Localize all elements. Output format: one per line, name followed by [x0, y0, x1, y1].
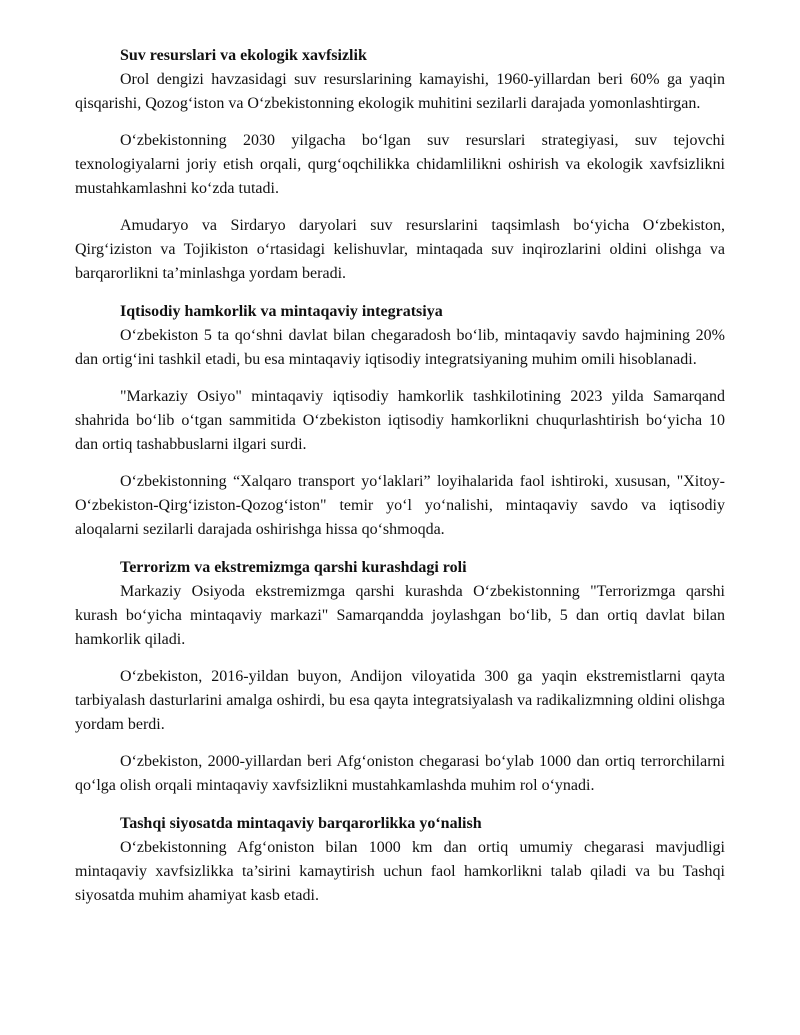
- paragraph: O‘zbekiston 5 ta qo‘shni davlat bilan chegaradosh bo‘lib, mintaqaviy savdo hajmining 20% dan ortig‘ini tashkil etadi, bu esa mintaqaviy iqtisodiy integratsiyaning muhim omili hisoblanadi.: [75, 327, 725, 368]
- paragraph: Orol dengizi havzasidagi suv resurslarining kamayishi, 1960-yillardan beri 60% ga yaqin qisqarishi, Qozog‘iston va O‘zbekistonning ekologik muhitini sezilarli darajada yomonlashtirgan.: [75, 71, 725, 112]
- paragraph: O‘zbekistonning Afg‘oniston bilan 1000 km dan ortiq umumiy chegarasi mavjudligi mintaqaviy xavfsizlikka ta’sirini kamaytirish uchun faol hamkorlikni talab qiladi va bu Tashqi siyosatda muhim ahamiyat kasb etadi.: [75, 839, 725, 904]
- section-heading-water: Suv resurslari va ekologik xavfsizlik: [120, 47, 367, 64]
- section-heading-economy: Iqtisodiy hamkorlik va mintaqaviy integratsiya: [120, 303, 443, 320]
- paragraph: "Markaziy Osiyo" mintaqaviy iqtisodiy hamkorlik tashkilotining 2023 yilda Samarqand shahrida bo‘lib o‘tgan sammitida O‘zbekiston iqtisodiy hamkorlikni chuqurlashtirish bo‘yicha 10 dan ortiq tashabbuslarni ilgari surdi.: [75, 388, 725, 453]
- paragraph: Markaziy Osiyoda ekstremizmga qarshi kurashda O‘zbekistonning "Terrorizmga qarshi kurash bo‘yicha mintaqaviy markazi" Samarqandda joylashgan bo‘lib, 5 dan ortiq davlat bilan hamkorlik qiladi.: [75, 583, 725, 648]
- paragraph: O‘zbekistonning 2030 yilgacha bo‘lgan suv resurslari strategiyasi, suv tejovchi texnologiyalarni joriy etish orqali, qurg‘oqchilikka chidamlilikni oshirish va ekologik xavfsizlikni mustahkamlashni ko‘zda tutadi.: [75, 132, 725, 197]
- paragraph: O‘zbekiston, 2000-yillardan beri Afg‘oniston chegarasi bo‘ylab 1000 dan ortiq terrorchilarni qo‘lga olish orqali mintaqaviy xavfsizlikni mustahkamlashda muhim rol o‘ynadi.: [75, 753, 725, 794]
- paragraph: O‘zbekistonning “Xalqaro transport yo‘laklari” loyihalarida faol ishtiroki, xususan, "Xitoy-O‘zbekiston-Qirg‘iziston-Qozog‘iston" temir yo‘l yo‘nalishi, mintaqaviy savdo va iqtisodiy aloqalarni sezilarli darajada oshirishga hissa qo‘shmoqda.: [75, 473, 725, 538]
- paragraph: Amudaryo va Sirdaryo daryolari suv resurslarini taqsimlash bo‘yicha O‘zbekiston, Qirg‘iziston va Tojikiston o‘rtasidagi kelishuvlar, mintaqada suv inqirozlarini oldini olishga va barqarorlikni ta’minlashga yordam beradi.: [75, 217, 725, 282]
- section-heading-terrorism: Terrorizm va ekstremizmga qarshi kurashdagi roli: [120, 559, 467, 576]
- section-heading-foreign-policy: Tashqi siyosatda mintaqaviy barqarorlikka yo‘nalish: [120, 815, 482, 832]
- paragraph: O‘zbekiston, 2016-yildan buyon, Andijon viloyatida 300 ga yaqin ekstremistlarni qayta tarbiyalash dasturlarini amalga oshirdi, bu esa qayta integratsiyalash va radikalizmning oldini olishga yordam berdi.: [75, 668, 725, 733]
- document-page: [75, 44, 725, 908]
